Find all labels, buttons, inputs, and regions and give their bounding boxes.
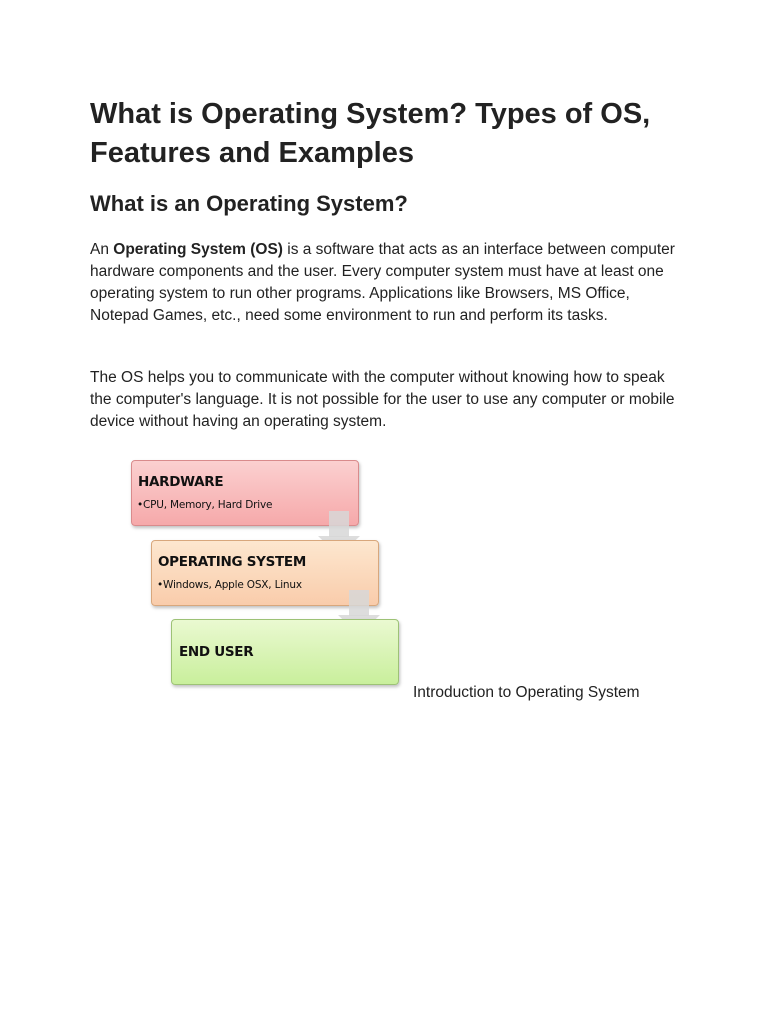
page-title: What is Operating System? Types of OS, Features and Examples — [90, 98, 651, 169]
operating-system-title: OPERATING SYSTEM — [158, 554, 306, 570]
section-heading: What is an Operating System? — [90, 191, 408, 216]
arrow-stem — [349, 590, 369, 616]
intro-prefix: An — [90, 241, 114, 258]
os-term: Operating System (OS) — [113, 241, 283, 258]
hardware-title: HARDWARE — [138, 474, 224, 490]
figure-caption: Introduction to Operating System — [413, 684, 640, 701]
arrow-head — [338, 615, 380, 635]
intro-paragraph — [90, 239, 675, 327]
hardware-box — [131, 460, 359, 526]
intro-rest: is a software that acts as an interface between computer hardware components and the user. Every computer system must have at least one operating system to run other programs. Applications like Browsers, MS Office, Notepad Games, etc., need some environment to run and perform its tasks. — [90, 241, 675, 324]
end-user-title: END USER — [179, 644, 254, 660]
end-user-box — [171, 619, 399, 685]
operating-system-box — [151, 540, 379, 606]
arrow-stem — [329, 511, 349, 537]
arrow-head — [318, 536, 360, 556]
operating-system-detail: •Windows, Apple OSX, Linux — [157, 579, 302, 591]
hardware-detail: •CPU, Memory, Hard Drive — [137, 499, 273, 511]
second-paragraph: The OS helps you to communicate with the computer without knowing how to speak the computer's language. It is not possible for the user to use any computer or mobile device without having an operating system. — [90, 369, 675, 430]
